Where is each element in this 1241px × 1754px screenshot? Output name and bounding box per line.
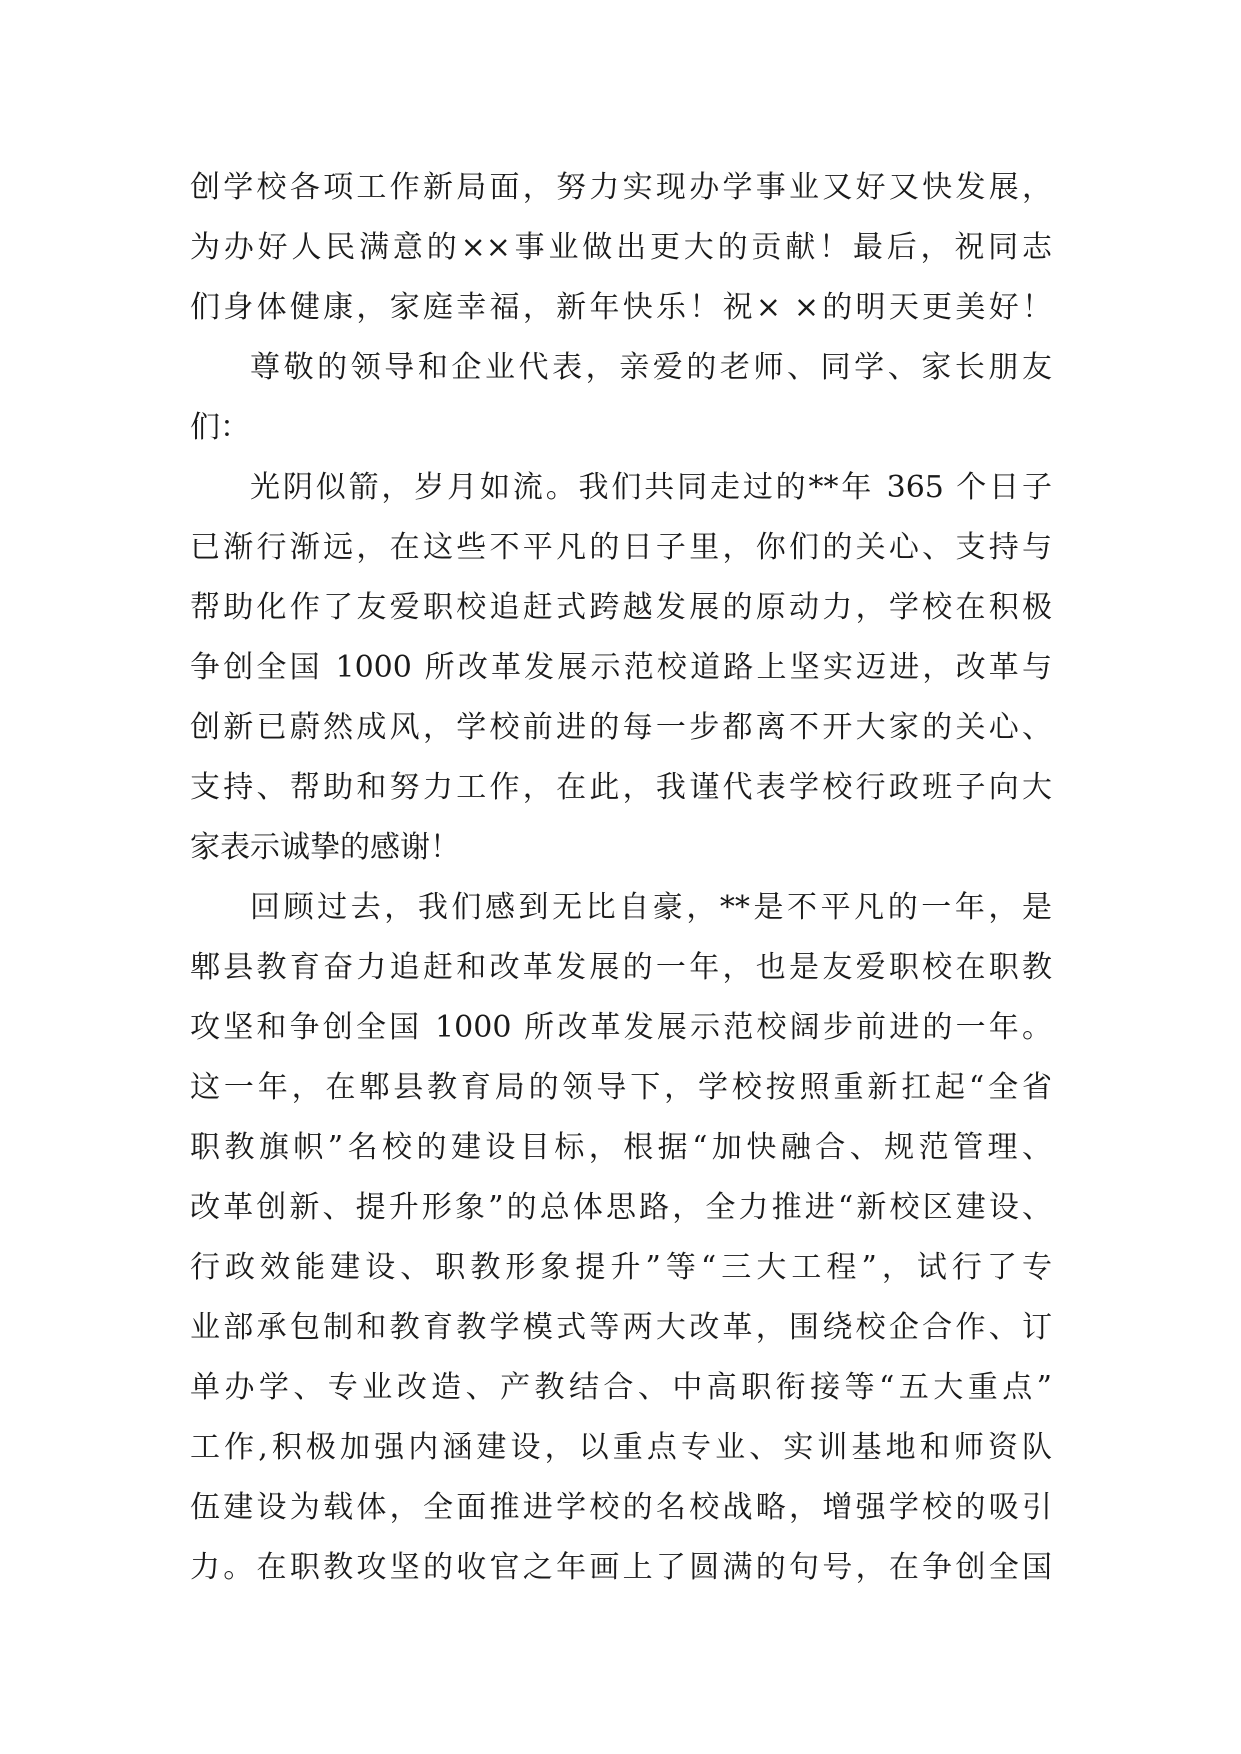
text-line: 郫县教育奋力追赶和改革发展的一年，也是友爱职校在职教 xyxy=(190,950,1052,985)
text-line: 家表示诚挚的感谢！ xyxy=(190,830,460,865)
text-line: 改革创新、提升形象”的总体思路，全力推进“新校区建设、 xyxy=(190,1190,1052,1225)
text-line: 帮助化作了友爱职校追赶式跨越发展的原动力，学校在积极 xyxy=(190,590,1052,625)
text-line: 伍建设为载体，全面推进学校的名校战略，增强学校的吸引 xyxy=(190,1490,1052,1525)
text-line: 攻坚和争创全国 1000 所改革发展示范校阔步前进的一年。 xyxy=(190,1010,1052,1045)
text-line: 创学校各项工作新局面，努力实现办学事业又好又快发展， xyxy=(190,170,1052,205)
text-line: 工作,积极加强内涵建设，以重点专业、实训基地和师资队 xyxy=(190,1430,1052,1465)
text-line: 们身体健康，家庭幸福，新年快乐！祝× ×的明天更美好！ xyxy=(190,290,1052,325)
text-line: 光阴似箭，岁月如流。我们共同走过的**年 365 个日子 xyxy=(250,470,1052,505)
text-line: 职教旗帜”名校的建设目标，根据“加快融合、规范管理、 xyxy=(190,1130,1052,1165)
text-line: 这一年，在郫县教育局的领导下，学校按照重新扛起“全省 xyxy=(190,1070,1052,1105)
text-line: 单办学、专业改造、产教结合、中高职衔接等“五大重点” xyxy=(190,1370,1052,1405)
text-line: 们： xyxy=(190,410,250,445)
document-body xyxy=(190,158,1052,1598)
text-line: 为办好人民满意的××事业做出更大的贡献！最后，祝同志 xyxy=(190,230,1052,265)
text-line: 尊敬的领导和企业代表，亲爱的老师、同学、家长朋友 xyxy=(250,350,1052,385)
text-line: 争创全国 1000 所改革发展示范校道路上坚实迈进，改革与 xyxy=(190,650,1052,685)
text-line: 支持、帮助和努力工作，在此，我谨代表学校行政班子向大 xyxy=(190,770,1052,805)
text-line: 已渐行渐远，在这些不平凡的日子里，你们的关心、支持与 xyxy=(190,530,1052,565)
text-line: 力。在职教攻坚的收官之年画上了圆满的句号，在争创全国 xyxy=(190,1550,1052,1585)
text-line: 行政效能建设、职教形象提升”等“三大工程”，试行了专 xyxy=(190,1250,1052,1285)
text-line: 创新已蔚然成风，学校前进的每一步都离不开大家的关心、 xyxy=(190,710,1052,745)
text-line: 业部承包制和教育教学模式等两大改革，围绕校企合作、订 xyxy=(190,1310,1052,1345)
text-line: 回顾过去，我们感到无比自豪，**是不平凡的一年，是 xyxy=(250,890,1052,925)
